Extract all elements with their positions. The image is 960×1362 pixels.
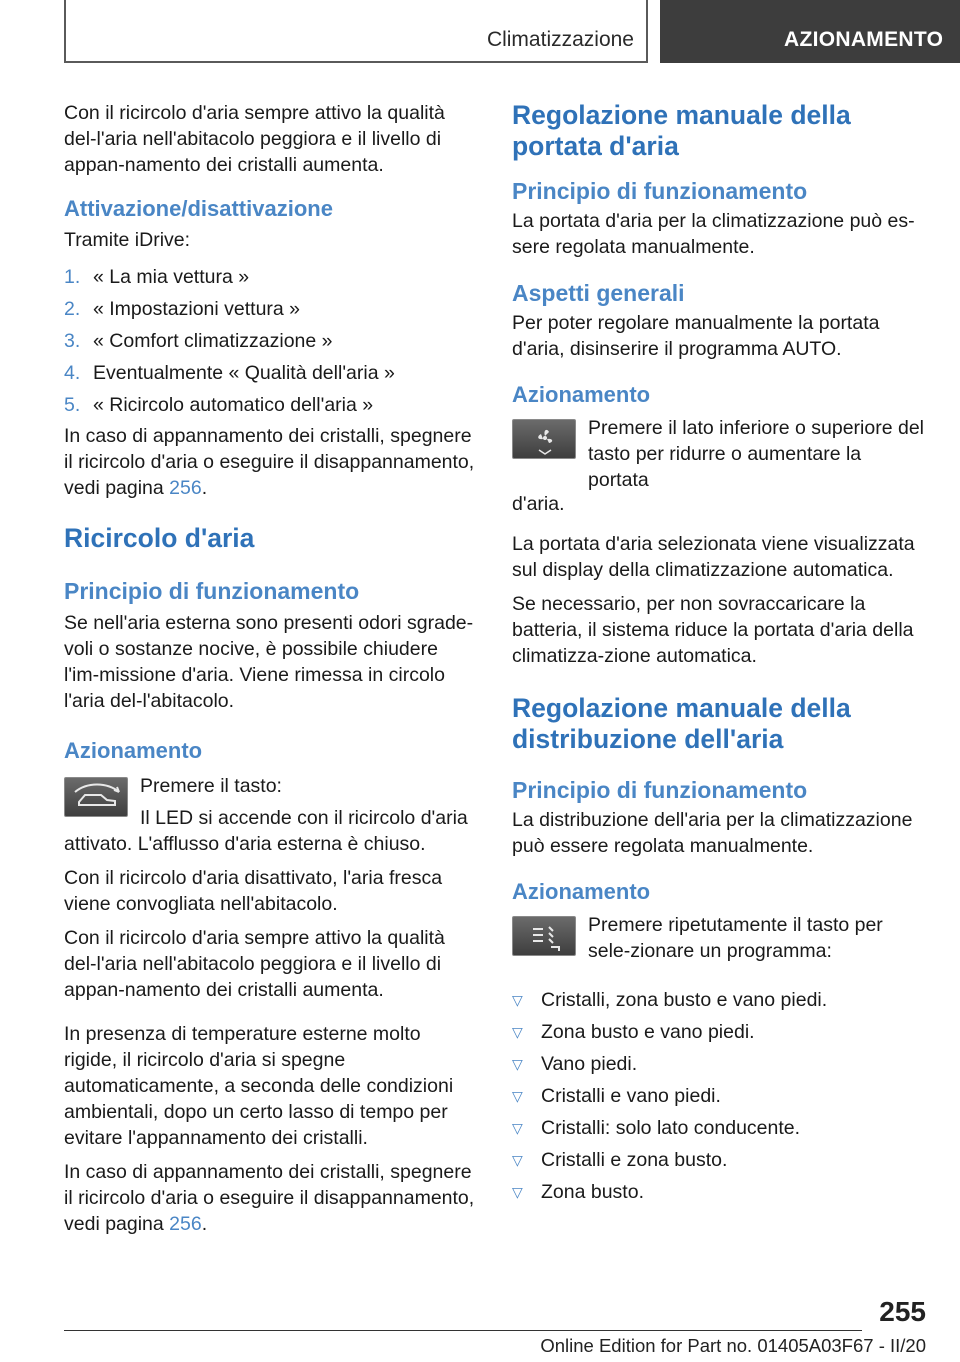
list-item: 3. « Comfort climatizzazione » xyxy=(64,330,333,352)
triangle-bullet-icon: ▽ xyxy=(512,1056,523,1072)
recirc-heading: Ricircolo d'aria xyxy=(64,523,255,553)
list-item: ▽ Cristalli e zona busto. xyxy=(512,1144,926,1176)
distribution-op-heading: Azionamento xyxy=(512,879,651,904)
fan-button-icon xyxy=(512,419,576,459)
triangle-bullet-icon: ▽ xyxy=(512,992,523,1008)
flow-button-row xyxy=(512,415,926,493)
page-link[interactable]: 256 xyxy=(169,477,202,499)
recirc-principle-text: Se nell'aria esterna sono presenti odori sgrade-voli o sostanze nocive, è possibile chiudere l'im-missione d'aria. Viene rimessa in circolo l'aria del-l'abitacolo. xyxy=(64,612,474,712)
activation-lead: Tramite iDrive: xyxy=(64,229,191,251)
header-section-tab xyxy=(64,0,648,63)
triangle-bullet-icon: ▽ xyxy=(512,1024,523,1040)
flow-battery-text: Se necessario, per non sovraccaricare la batteria, il sistema riduce la portata d'aria della climatizza-zione automatica. xyxy=(512,593,914,667)
recirc-principle-heading: Principio di funzionamento xyxy=(64,578,360,604)
triangle-bullet-icon: ▽ xyxy=(512,1152,523,1168)
recirc-off-text: Con il ricircolo d'aria disattivato, l'aria fresca viene convogliata nell'abitacolo. xyxy=(64,867,443,915)
recirc-button-row xyxy=(64,773,478,831)
list-item: ▽ Cristalli: solo lato conducente. xyxy=(512,1112,926,1144)
recirc-press-text: Premere il tasto: xyxy=(140,775,282,797)
header-chapter-tab xyxy=(660,0,960,63)
list-item: 1. « La mia vettura » xyxy=(64,266,250,288)
activation-steps xyxy=(64,261,478,421)
footer-edition: Online Edition for Part no. 01405A03F67 - II/20 xyxy=(540,1335,926,1356)
list-item: 4. Eventualmente « Qualità dell'aria » xyxy=(64,362,395,384)
distribution-principle-text: La distribuzione dell'aria per la climatizzazione può essere regolata manualmente. xyxy=(512,809,913,857)
left-column xyxy=(64,100,478,1237)
activation-heading: Attivazione/disattivazione xyxy=(64,196,333,221)
list-item: ▽ Cristalli, zona busto e vano piedi. xyxy=(512,984,926,1016)
recirc-led-text: attivato. L'afflusso d'aria esterna è chiuso. xyxy=(64,833,426,855)
flow-heading: Regolazione manuale della portata d'aria xyxy=(512,100,851,161)
flow-op-text-end: d'aria. xyxy=(512,493,565,515)
triangle-bullet-icon: ▽ xyxy=(512,1088,523,1104)
list-item: 2. « Impostazioni vettura » xyxy=(64,298,301,320)
list-item: 5. « Ricircolo automatico dell'aria » xyxy=(64,394,374,416)
flow-op-heading: Azionamento xyxy=(512,382,651,407)
distribution-heading: Regolazione manuale della distribuzione dell'aria xyxy=(512,693,851,754)
flow-general-text: Per poter regolare manualmente la portata d'aria, disinserire il programma AUTO. xyxy=(512,312,880,360)
flow-principle-text: La portata d'aria per la climatizzazione può es-sere regolata manualmente. xyxy=(512,210,915,258)
list-item: ▽ Cristalli e vano piedi. xyxy=(512,1080,926,1112)
flow-op-text: Premere il lato inferiore o superiore del tasto per ridurre o aumentare la portata xyxy=(588,417,924,491)
distribution-op-text: Premere ripetutamente il tasto per sele-zionare un programma: xyxy=(588,914,883,962)
recirculation-button-icon xyxy=(64,777,128,817)
flow-general-heading: Aspetti generali xyxy=(512,280,685,306)
header-section-title: Climatizzazione xyxy=(486,28,634,51)
recirc-cold-text: In presenza di temperature esterne molto rigide, il ricircolo d'aria si spegne automaticamente, a seconda delle condizioni ambientali, dopo un certo lasso di tempo per evitare l'appannamento dei cristalli. xyxy=(64,1023,454,1149)
right-column xyxy=(512,100,926,1208)
flow-display-text: La portata d'aria selezionata viene visualizzata sul display della climatizzazione automatica. xyxy=(512,533,915,581)
header-chapter-title: AZIONAMENTO xyxy=(784,28,944,51)
triangle-bullet-icon: ▽ xyxy=(512,1120,523,1136)
list-item: ▽ Zona busto. xyxy=(512,1176,926,1208)
recirc-led-text-a: Il LED si accende con il ricircolo d'aria xyxy=(140,807,468,829)
air-distribution-button-icon xyxy=(512,916,576,956)
recirc-on-text: Con il ricircolo d'aria sempre attivo la qualità del-l'aria nell'abitacolo peggiora e il livello di appan-namento dei cristalli aumenta. xyxy=(64,927,445,1001)
list-item: ▽ Vano piedi. xyxy=(512,1048,926,1080)
list-item: ▽ Zona busto e vano piedi. xyxy=(512,1016,926,1048)
distribution-button-row xyxy=(512,912,926,972)
distribution-programs xyxy=(512,984,926,1208)
recirc-op-heading: Azionamento xyxy=(64,738,203,763)
activation-note: In caso di appannamento dei cristalli, spegnere il ricircolo d'aria o eseguire il disappannamento, vedi pagina 256. xyxy=(64,425,475,499)
page-link[interactable]: 256 xyxy=(169,1213,202,1235)
recirc-note: In caso di appannamento dei cristalli, spegnere il ricircolo d'aria o eseguire il disappannamento, vedi pagina 256. xyxy=(64,1161,475,1235)
page-number: 255 xyxy=(879,1296,926,1327)
triangle-bullet-icon: ▽ xyxy=(512,1184,523,1200)
footer-divider xyxy=(64,1330,862,1331)
intro-paragraph: Con il ricircolo d'aria sempre attivo la qualità del-l'aria nell'abitacolo peggiora e il livello di appan-namento dei cristalli aumenta. xyxy=(64,102,445,176)
flow-principle-heading: Principio di funzionamento xyxy=(512,178,808,204)
distribution-principle-heading: Principio di funzionamento xyxy=(512,777,808,803)
